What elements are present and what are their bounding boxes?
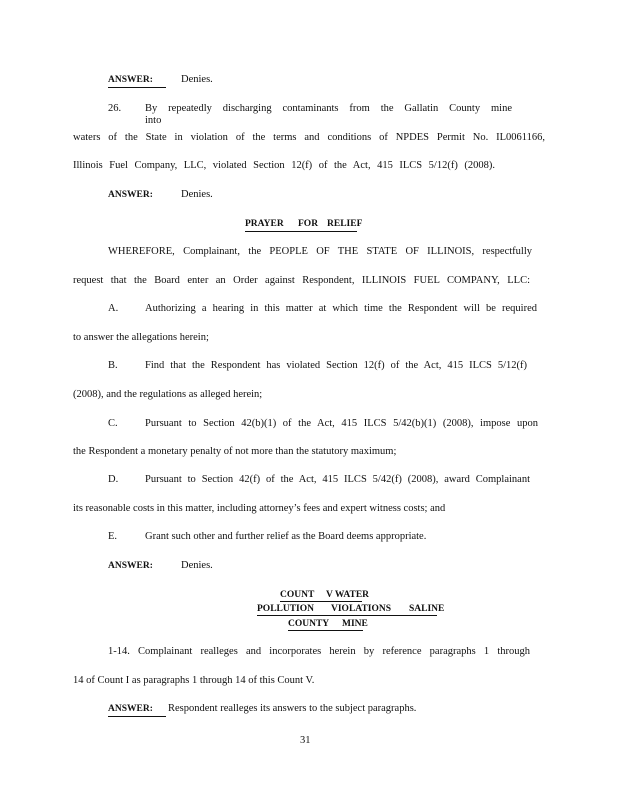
item-letter: D. — [108, 474, 119, 485]
realleges-line-1: 1-14. Complainant realleges and incorporates herein by reference paragraphs 1 through — [108, 646, 530, 657]
answer-label: ANSWER: — [108, 561, 153, 571]
item-letter: C. — [108, 418, 118, 429]
count-heading-word: MINE — [342, 619, 368, 629]
item-b-line-2: (2008), and the regulations as alleged herein; — [73, 389, 263, 400]
item-d-line-2: its reasonable costs in this matter, including attorney’s fees and expert witness costs; and — [73, 503, 446, 514]
paragraph-number: 26. — [108, 103, 122, 114]
heading-underline — [245, 230, 357, 232]
item-c-line-2: the Respondent a monetary penalty of not more than the statutory maximum; — [73, 446, 397, 457]
wherefore-line-1: WHEREFORE, Complainant, the PEOPLE OF THE STATE OF ILLINOIS, respectfully — [108, 246, 532, 257]
item-e-line-1: Grant such other and further relief as the Board deems appropriate. — [145, 531, 427, 542]
answer-label: ANSWER: — [108, 704, 153, 714]
prayer-heading-word: RELIEF — [327, 219, 363, 229]
count-heading-word: COUNT — [280, 590, 315, 600]
item-d-line-1: Pursuant to Section 42(f) of the Act, 415 ILCS 5/42(f) (2008), award Complainant — [145, 474, 530, 485]
item-c-line-1: Pursuant to Section 42(b)(1) of the Act, 415 ILCS 5/42(b)(1) (2008), impose upon — [145, 418, 538, 429]
answer-text: Denies. — [181, 74, 213, 85]
count-heading-word: V WATER — [326, 590, 370, 600]
item-letter: B. — [108, 360, 118, 371]
answer-label: ANSWER: — [108, 190, 153, 200]
item-letter: E. — [108, 531, 118, 542]
realleges-line-2: 14 of Count I as paragraphs 1 through 14 of this Count V. — [73, 675, 315, 686]
count-heading-word: COUNTY — [288, 619, 330, 629]
paragraph-26-line-1: By repeatedly discharging contaminants from the Gallatin County mine into — [145, 103, 512, 126]
item-b-line-1: Find that the Respondent has violated Section 12(f) of the Act, 415 ILCS 5/12(f) — [145, 360, 527, 371]
paragraph-26-line-2: waters of the State in violation of the terms and conditions of NPDES Permit No. IL0061166, — [73, 132, 545, 143]
answer-text: Denies. — [181, 560, 213, 571]
answer-text: Respondent realleges its answers to the subject paragraphs. — [168, 703, 417, 714]
prayer-heading-word: PRAYER — [245, 219, 284, 229]
item-a-line-2: to answer the allegations herein; — [73, 332, 209, 343]
paragraph-26-line-3: Illinois Fuel Company, LLC, violated Section 12(f) of the Act, 415 ILCS 5/12(f) (2008). — [73, 160, 495, 171]
answer-text: Denies. — [181, 189, 213, 200]
item-a-line-1: Authorizing a hearing in this matter at which time the Respondent will be required — [145, 303, 537, 314]
count-heading-word: POLLUTION — [257, 604, 315, 614]
wherefore-line-2: request that the Board enter an Order against Respondent, ILLINOIS FUEL COMPANY, LLC: — [73, 275, 530, 286]
answer-underline — [108, 86, 166, 88]
item-letter: A. — [108, 303, 119, 314]
count-heading-word: VIOLATIONS — [331, 604, 392, 614]
heading-underline — [280, 600, 362, 602]
page-number: 31 — [300, 735, 311, 746]
heading-underline — [288, 629, 363, 631]
answer-underline — [108, 715, 166, 717]
answer-label: ANSWER: — [108, 75, 153, 85]
heading-underline — [257, 614, 437, 616]
prayer-heading-word: FOR — [298, 219, 319, 229]
count-heading-word: SALINE — [409, 604, 445, 614]
